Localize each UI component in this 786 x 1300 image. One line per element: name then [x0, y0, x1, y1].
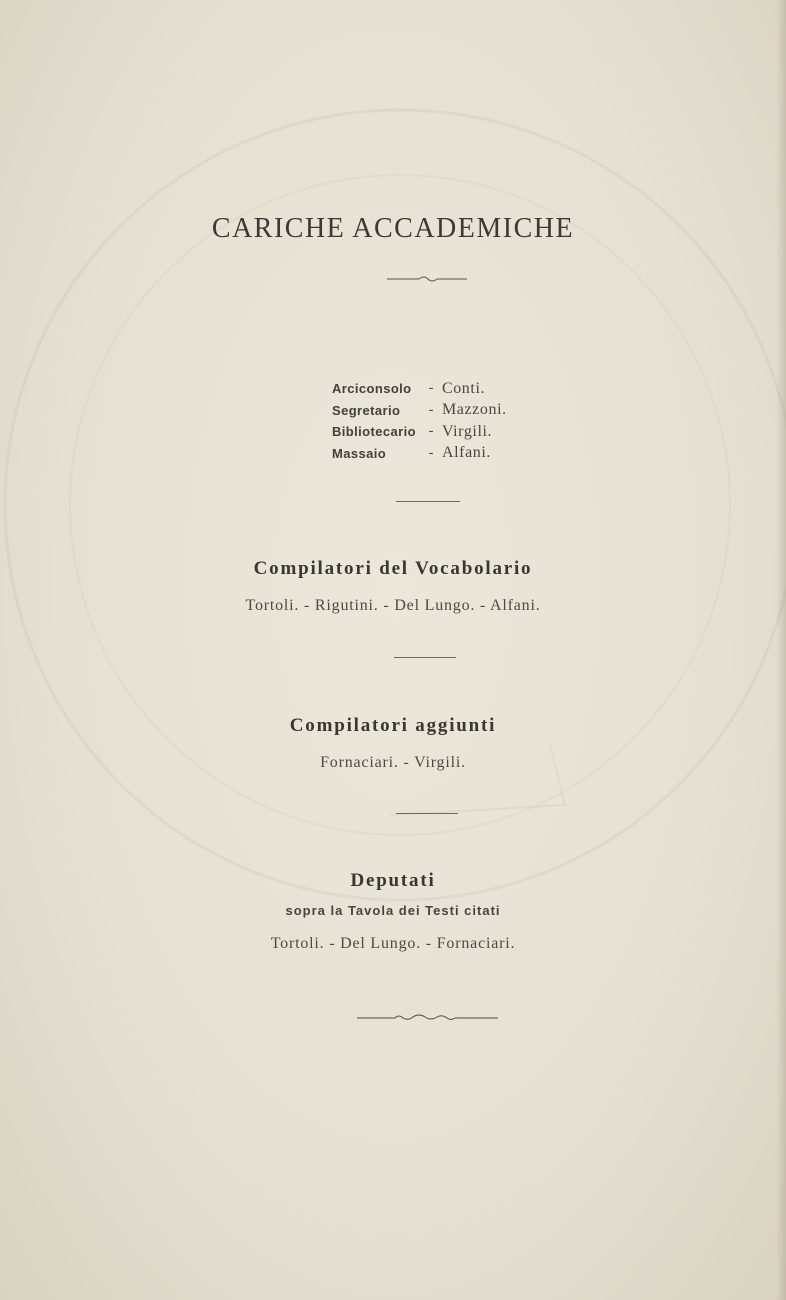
officer-role: Arciconsolo	[332, 381, 412, 397]
divider-rule	[396, 813, 458, 814]
officer-name: Alfani.	[441, 444, 492, 462]
officer-row	[332, 400, 507, 422]
officer-dash: -	[428, 401, 434, 418]
divider-rule	[394, 657, 456, 658]
names-vocabolario: Tortoli. - Rigutini. - Del Lungo. - Alfani.	[245, 597, 541, 614]
page-edge-shadow	[776, 0, 786, 1300]
names-deputati: Tortoli. - Del Lungo. - Fornaciari.	[270, 935, 516, 952]
names-aggiunti: Fornaciari. - Virgili.	[320, 754, 466, 771]
title-ornament	[385, 272, 469, 286]
officer-role: Massaio	[332, 445, 387, 461]
officer-name: Mazzoni.	[441, 401, 507, 419]
section-heading-aggiunti: Compilatori aggiunti	[289, 715, 497, 736]
officer-row	[332, 378, 507, 400]
officer-name: Conti.	[441, 379, 486, 397]
section-subheading-deputati: sopra la Tavola dei Testi citati	[285, 903, 501, 918]
section-heading-vocabolario: Compilatori del Vocabolario	[253, 558, 533, 579]
page-title: CARICHE ACCADEMICHE	[211, 213, 575, 244]
officers-table	[332, 378, 507, 464]
officer-dash: -	[428, 444, 434, 461]
officer-dash: -	[428, 380, 434, 397]
closing-ornament	[355, 1011, 500, 1025]
officer-row	[332, 443, 507, 465]
officer-dash: -	[428, 423, 434, 440]
officer-role: Bibliotecario	[332, 424, 416, 440]
divider-rule	[396, 501, 460, 502]
watermark-circle	[0, 45, 786, 1045]
officer-row	[332, 421, 507, 443]
section-heading-deputati: Deputati	[350, 870, 436, 891]
officer-name: Virgili.	[441, 422, 493, 440]
officer-role: Segretario	[332, 402, 401, 418]
